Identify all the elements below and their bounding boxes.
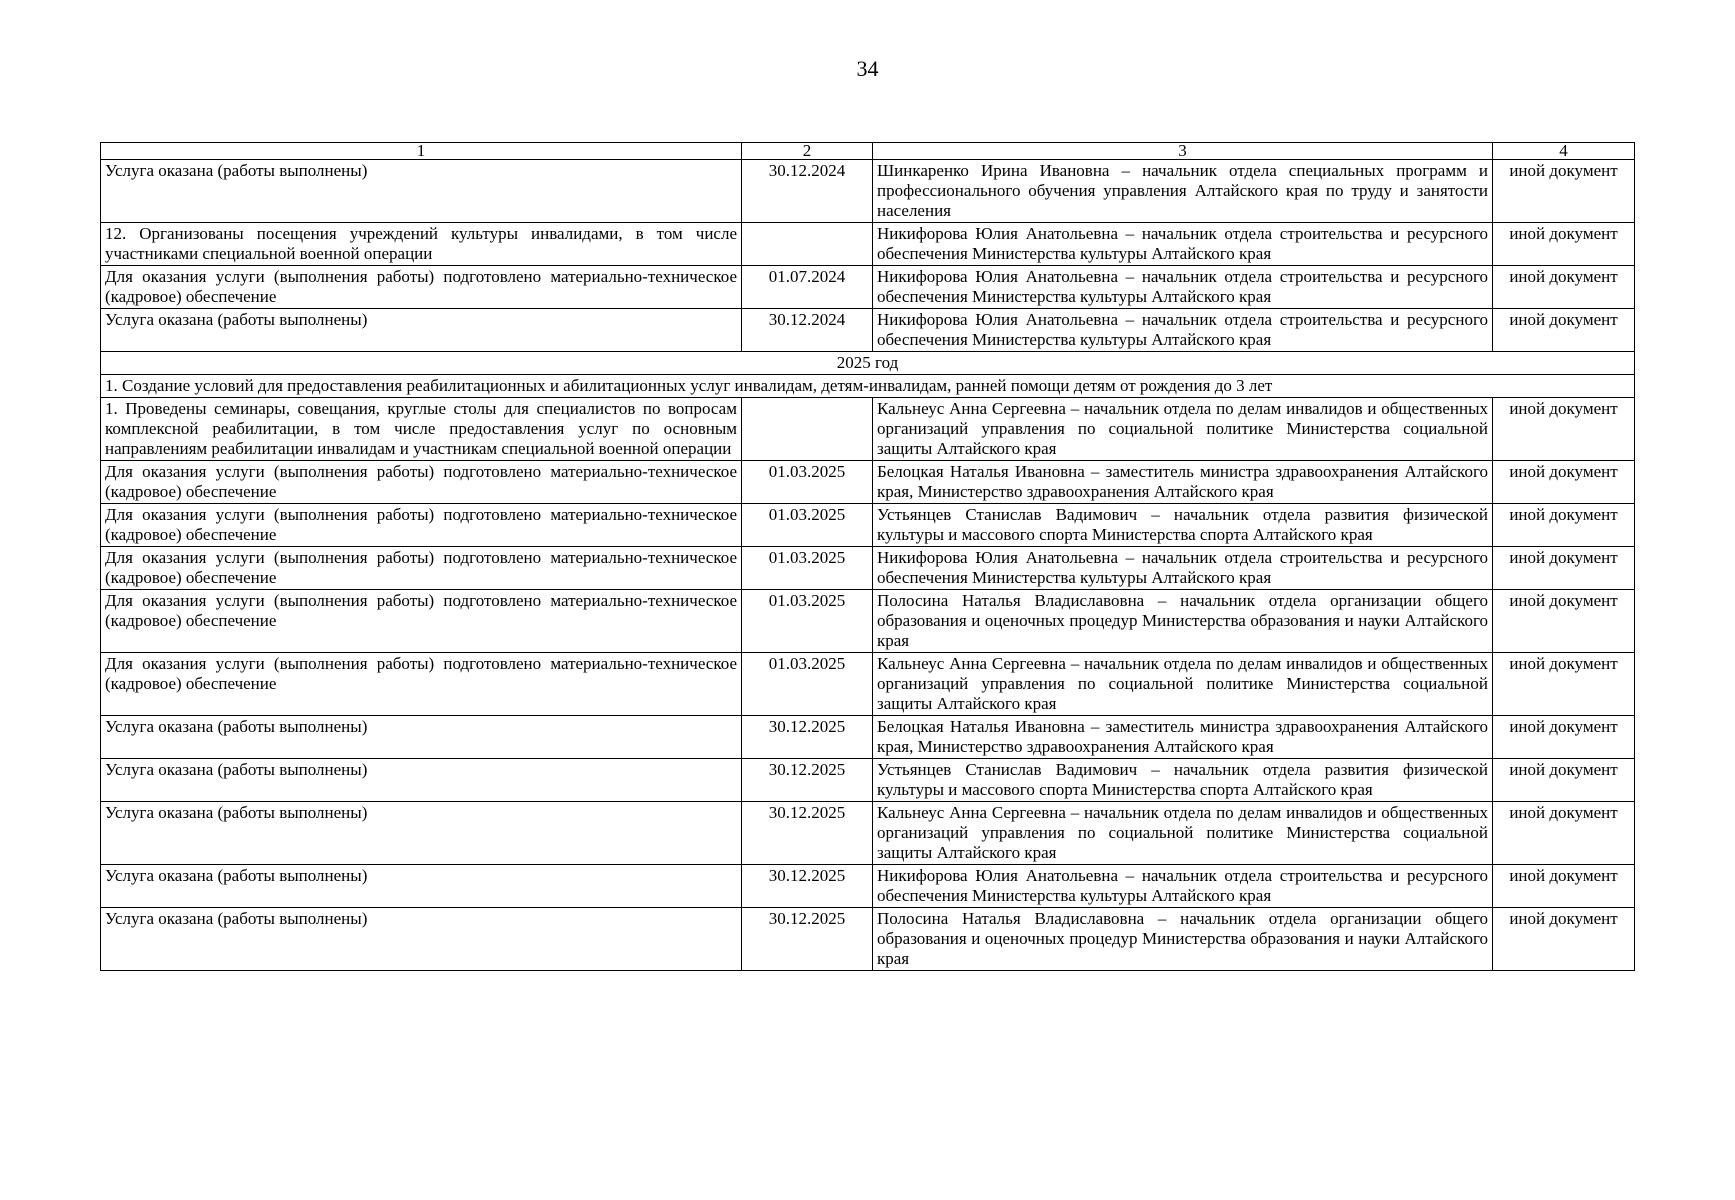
responsible-cell: Полосина Наталья Владиславовна – начальник отдела организации общего образования и оценочных процедур Министерства образования и науки Алтайского края [873, 908, 1493, 971]
table-row [101, 547, 1635, 590]
event-cell: Услуга оказана (работы выполнены) [101, 309, 742, 352]
table-row [101, 653, 1635, 716]
responsible-cell: Кальнеус Анна Сергеевна – начальник отдела по делам инвалидов и общественных организаций управления по социальной политике Министерства социальной защиты Алтайского края [873, 653, 1493, 716]
table-row [101, 223, 1635, 266]
document-type-cell: иной документ [1493, 865, 1635, 908]
column-number: 2 [742, 143, 873, 160]
date-cell: 01.03.2025 [742, 504, 873, 547]
plan-table-body [101, 143, 1635, 971]
event-cell: Услуга оказана (работы выполнены) [101, 759, 742, 802]
document-type-cell: иной документ [1493, 223, 1635, 266]
responsible-cell: Устьянцев Станислав Вадимович – начальник отдела развития физической культуры и массового спорта Министерства спорта Алтайского края [873, 759, 1493, 802]
table-row [101, 716, 1635, 759]
year-label: 2025 год [101, 352, 1635, 375]
document-type-cell: иной документ [1493, 266, 1635, 309]
date-cell [742, 398, 873, 461]
document-type-cell: иной документ [1493, 504, 1635, 547]
event-cell: Для оказания услуги (выполнения работы) подготовлено материально-техническое (кадровое) обеспечение [101, 653, 742, 716]
date-cell: 30.12.2024 [742, 309, 873, 352]
table-row [101, 908, 1635, 971]
year-row [101, 352, 1635, 375]
date-cell: 30.12.2025 [742, 716, 873, 759]
table-row [101, 461, 1635, 504]
event-cell: Для оказания услуги (выполнения работы) подготовлено материально-техническое (кадровое) обеспечение [101, 266, 742, 309]
document-type-cell: иной документ [1493, 759, 1635, 802]
event-cell: Для оказания услуги (выполнения работы) подготовлено материально-техническое (кадровое) обеспечение [101, 461, 742, 504]
table-row [101, 309, 1635, 352]
document-type-cell: иной документ [1493, 716, 1635, 759]
document-type-cell: иной документ [1493, 160, 1635, 223]
event-cell: 12. Организованы посещения учреждений культуры инвалидами, в том числе участниками специальной военной операции [101, 223, 742, 266]
section-row [101, 375, 1635, 398]
date-cell: 01.03.2025 [742, 461, 873, 504]
responsible-cell: Кальнеус Анна Сергеевна – начальник отдела по делам инвалидов и общественных организаций управления по социальной политике Министерства социальной защиты Алтайского края [873, 398, 1493, 461]
table-row [101, 865, 1635, 908]
responsible-cell: Устьянцев Станислав Вадимович – начальник отдела развития физической культуры и массового спорта Министерства спорта Алтайского края [873, 504, 1493, 547]
document-type-cell: иной документ [1493, 908, 1635, 971]
document-type-cell: иной документ [1493, 590, 1635, 653]
event-cell: Для оказания услуги (выполнения работы) подготовлено материально-техническое (кадровое) обеспечение [101, 590, 742, 653]
responsible-cell: Шинкаренко Ирина Ивановна – начальник отдела специальных программ и профессионального обучения управления Алтайского края по труду и занятости населения [873, 160, 1493, 223]
date-cell [742, 223, 873, 266]
event-cell: Услуга оказана (работы выполнены) [101, 865, 742, 908]
event-cell: 1. Проведены семинары, совещания, круглые столы для специалистов по вопросам комплексной реабилитации, в том числе предоставления услуг по основным направлениям реабилитации инвалидам и участникам специальной военной операции [101, 398, 742, 461]
table-row [101, 160, 1635, 223]
date-cell: 30.12.2024 [742, 160, 873, 223]
section-title: 1. Создание условий для предоставления реабилитационных и абилитационных услуг инвалидам, детям-инвалидам, ранней помощи детям от рождения до 3 лет [101, 375, 1635, 398]
date-cell: 30.12.2025 [742, 759, 873, 802]
date-cell: 01.07.2024 [742, 266, 873, 309]
column-number: 3 [873, 143, 1493, 160]
date-cell: 30.12.2025 [742, 865, 873, 908]
responsible-cell: Никифорова Юлия Анатольевна – начальник отдела строительства и ресурсного обеспечения Министерства культуры Алтайского края [873, 865, 1493, 908]
document-type-cell: иной документ [1493, 398, 1635, 461]
event-cell: Для оказания услуги (выполнения работы) подготовлено материально-техническое (кадровое) обеспечение [101, 547, 742, 590]
date-cell: 01.03.2025 [742, 547, 873, 590]
responsible-cell: Полосина Наталья Владиславовна – начальник отдела организации общего образования и оценочных процедур Министерства образования и науки Алтайского края [873, 590, 1493, 653]
document-type-cell: иной документ [1493, 653, 1635, 716]
table-row [101, 802, 1635, 865]
table-row [101, 266, 1635, 309]
event-cell: Услуга оказана (работы выполнены) [101, 716, 742, 759]
responsible-cell: Белоцкая Наталья Ивановна – заместитель министра здравоохранения Алтайского края, Министерство здравоохранения Алтайского края [873, 716, 1493, 759]
page-number: 34 [856, 56, 879, 81]
responsible-cell: Никифорова Юлия Анатольевна – начальник отдела строительства и ресурсного обеспечения Министерства культуры Алтайского края [873, 547, 1493, 590]
column-number: 4 [1493, 143, 1635, 160]
responsible-cell: Белоцкая Наталья Ивановна – заместитель министра здравоохранения Алтайского края, Министерство здравоохранения Алтайского края [873, 461, 1493, 504]
column-numbers-row [101, 143, 1635, 160]
document-type-cell: иной документ [1493, 547, 1635, 590]
table-row [101, 759, 1635, 802]
table-row [101, 504, 1635, 547]
event-cell: Услуга оказана (работы выполнены) [101, 802, 742, 865]
column-number: 1 [101, 143, 742, 160]
table-row [101, 398, 1635, 461]
date-cell: 01.03.2025 [742, 590, 873, 653]
responsible-cell: Никифорова Юлия Анатольевна – начальник отдела строительства и ресурсного обеспечения Министерства культуры Алтайского края [873, 223, 1493, 266]
responsible-cell: Кальнеус Анна Сергеевна – начальник отдела по делам инвалидов и общественных организаций управления по социальной политике Министерства социальной защиты Алтайского края [873, 802, 1493, 865]
document-type-cell: иной документ [1493, 802, 1635, 865]
document-type-cell: иной документ [1493, 309, 1635, 352]
event-cell: Услуга оказана (работы выполнены) [101, 908, 742, 971]
date-cell: 01.03.2025 [742, 653, 873, 716]
date-cell: 30.12.2025 [742, 802, 873, 865]
responsible-cell: Никифорова Юлия Анатольевна – начальник отдела строительства и ресурсного обеспечения Министерства культуры Алтайского края [873, 266, 1493, 309]
event-cell: Для оказания услуги (выполнения работы) подготовлено материально-техническое (кадровое) обеспечение [101, 504, 742, 547]
plan-table [100, 142, 1635, 971]
document-type-cell: иной документ [1493, 461, 1635, 504]
event-cell: Услуга оказана (работы выполнены) [101, 160, 742, 223]
date-cell: 30.12.2025 [742, 908, 873, 971]
responsible-cell: Никифорова Юлия Анатольевна – начальник отдела строительства и ресурсного обеспечения Министерства культуры Алтайского края [873, 309, 1493, 352]
table-row [101, 590, 1635, 653]
